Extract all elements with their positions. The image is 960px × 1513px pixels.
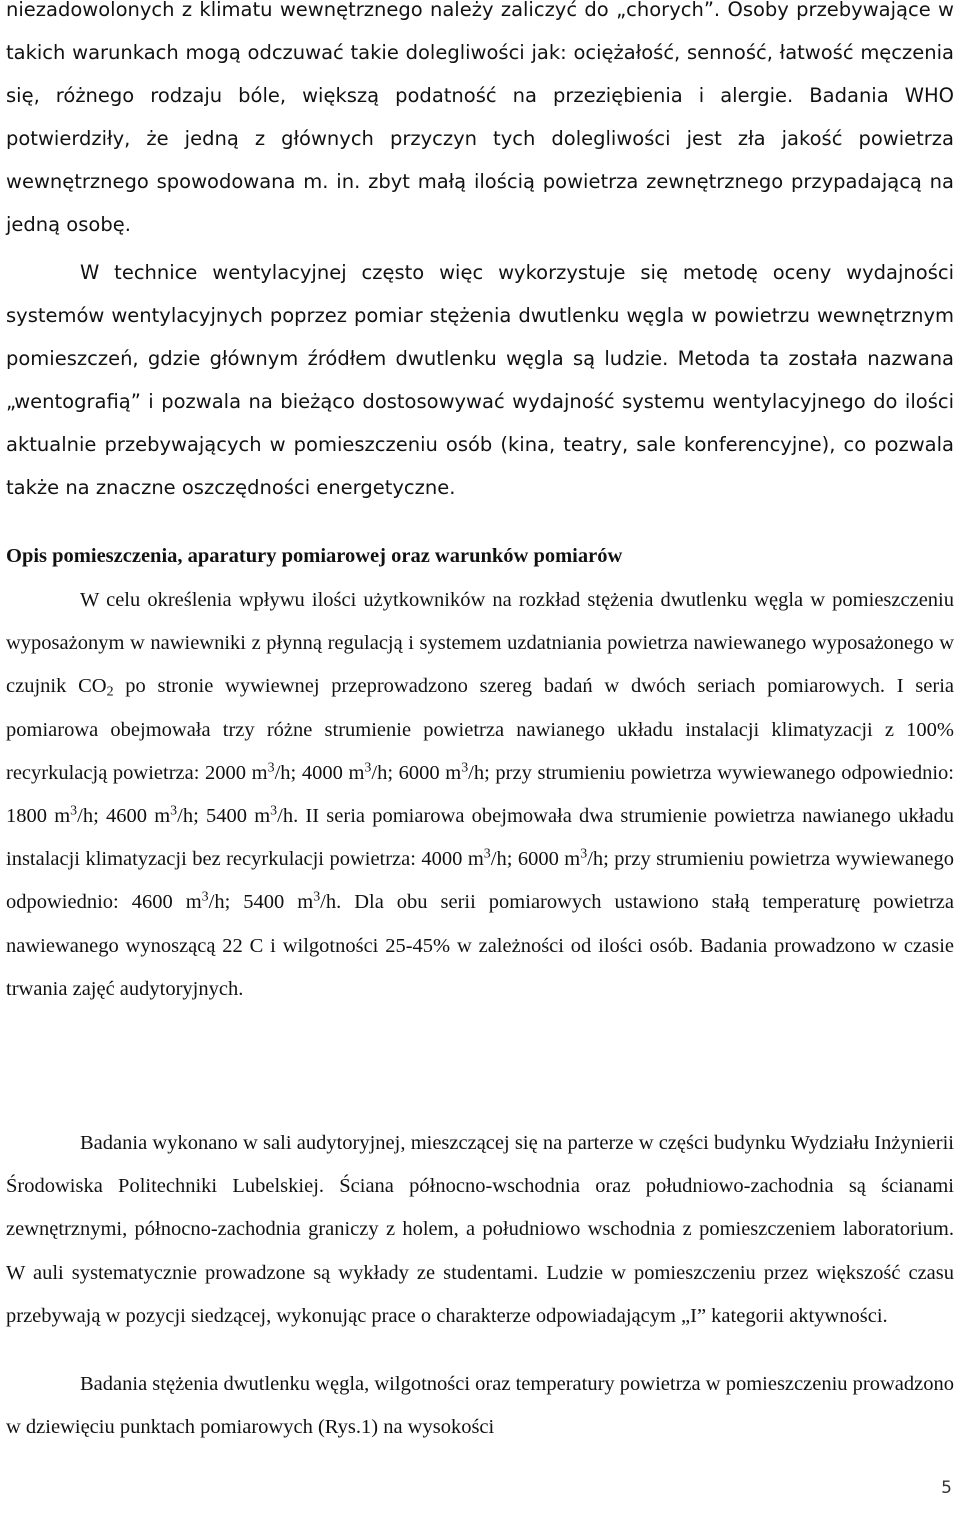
paragraph-auditorium-description bbox=[6, 1122, 954, 1338]
page-number: 5 bbox=[941, 1478, 952, 1498]
text-run: /h; 6000 m bbox=[371, 761, 462, 784]
superscript: 3 bbox=[201, 889, 209, 905]
text-run: po stronie wywiewnej przeprowadzono szereg badań w dwóch seriach pomiarowych. I seria pomiarowa obejmowała trzy różne strumienie powietrza nawianego układu instalacji klimatyzacji z 100% recyrkulacją powietrza: 2000 m bbox=[6, 675, 954, 784]
paragraph-measurement-points bbox=[6, 1363, 954, 1449]
section-heading: Opis pomieszczenia, aparatury pomiarowej oraz warunków pomiarów bbox=[6, 545, 623, 567]
superscript: 3 bbox=[483, 846, 491, 862]
text-run: /h; 4000 m bbox=[274, 761, 365, 784]
superscript: 3 bbox=[580, 846, 588, 862]
text-run: W technice wentylacyjnej często więc wykorzystuje się metodę oceny wydajności systemów wentylacyjnych poprzez pomiar stężenia dwutlenku węgla w powietrzu wewnętrznym pomieszczeń, gdzie głównym źródłem dwutlenku węgla są ludzie. Metoda ta została nazwana „wentografią” i pozwala na bieżąco dostosowywać wydajność systemu wentylacyjnego do ilości aktualnie przebywających w pomieszczeniu osób (kina, teatry, sale konferencyjne), co pozwala także na znaczne oszczędności energetyczne. bbox=[6, 261, 954, 500]
paragraph-ventography bbox=[6, 251, 954, 510]
superscript: 3 bbox=[170, 803, 178, 819]
superscript: 3 bbox=[313, 889, 321, 905]
superscript: 3 bbox=[270, 803, 278, 819]
text-run: /h; 6000 m bbox=[490, 848, 581, 871]
subscript: 2 bbox=[106, 684, 114, 700]
text-run: /h; 5400 m bbox=[208, 891, 314, 914]
text-run: /h; przy strumieniu powietrza wywiewanego odpowiednio: 1800 m bbox=[6, 761, 954, 828]
superscript: 3 bbox=[70, 803, 78, 819]
superscript: 3 bbox=[461, 760, 469, 776]
superscript: 3 bbox=[364, 760, 372, 776]
text-run: niezadowolonych z klimatu wewnętrznego należy zaliczyć do „chorych”. Osoby przebywające w takich warunkach mogą odczuwać takie dolegliwości jak: ociężałość, senność, łatwość męczenia się, różnego rodzaju bóle, większą podatność na przeziębienia i alergie. Badania WHO potwierdziły, że jedną z głównych przyczyn tych dolegliwości jest zła jakość powietrza wewnętrznego spowodowana m. in. zbyt małą ilością powietrza zewnętrznego przypadającą na jedną osobę. bbox=[6, 0, 954, 237]
text-run: /h; 5400 m bbox=[177, 805, 271, 828]
text-run: /h. II seria pomiarowa obejmowała dwa strumienie powietrza nawianego układu instalacji klimatyzacji bez recyrkulacji powietrza: 4000 m bbox=[6, 805, 955, 871]
text-run: /h; przy strumieniu powietrza wywiewanego odpowiednio: 4600 m bbox=[6, 848, 954, 914]
superscript: 3 bbox=[267, 760, 275, 776]
text-run: /h. Dla obu serii pomiarowych ustawiono stałą temperaturę powietrza nawiewanego wynoszącą 22 C i wilgotności 25-45% w zależności od ilości osób. Badania prowadzono w czasie trwania zajęć audytoryjnych. bbox=[6, 891, 954, 1000]
text-run: Badania wykonano w sali audytoryjnej, mieszczącej się na parterze w części budynku Wydziału Inżynierii Środowiska Politechniki Lubelskiej. Ściana północno-wschodnia oraz południowo-zachodnia są ścianami zewnętrznymi, północno-zachodnia graniczy z holem, a południowo wschodnia z pomieszczeniem laboratorium. W auli systematycznie prowadzone są wykłady ze studentami. Ludzie w pomieszczeniu przez większość czasu przebywają w pozycji siedzącej, wykonując prace o charakterze odpowiadającym „I” kategorii aktywności. bbox=[6, 1132, 954, 1327]
text-run: W celu określenia wpływu ilości użytkowników na rozkład stężenia dwutlenku węgla w pomieszczeniu wyposażonym w nawiewniki z płynną regulacją i systemem uzdatniania powietrza nawiewanego wyposażonego w czujnik CO bbox=[6, 589, 954, 698]
text-run: Badania stężenia dwutlenku węgla, wilgotności oraz temperatury powietrza w pomieszczeniu prowadzono w dziewięciu punktach pomiarowych (Rys.1) na wysokości bbox=[6, 1373, 954, 1439]
text-run: /h; 4600 m bbox=[77, 805, 171, 828]
paragraph-intro-symptoms bbox=[6, 0, 954, 247]
paragraph-measurement-series bbox=[6, 579, 954, 1011]
